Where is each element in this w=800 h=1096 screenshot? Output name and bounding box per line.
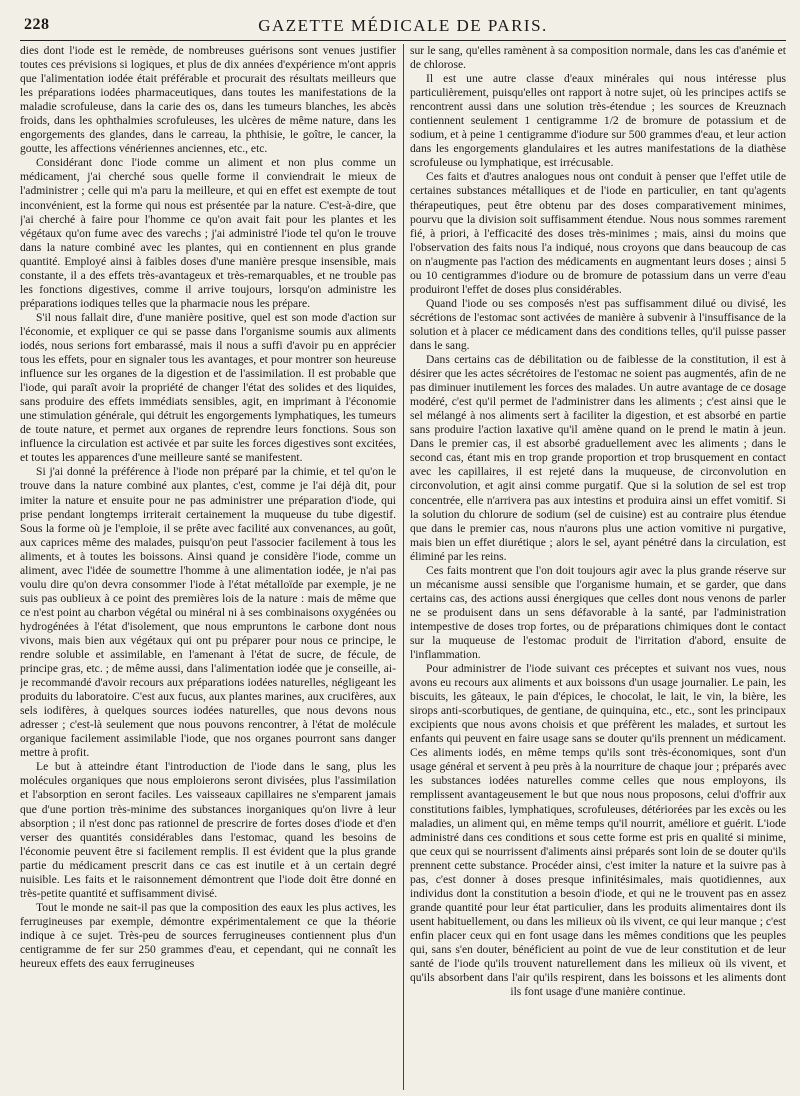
- paragraph: Pour administrer de l'iode suivant ces préceptes et suivant nos vues, nous avons eu recours aux aliments et aux boissons d'un usage journalier. Le pain, les biscuits, les gâteaux, le pain d'épices, le chocolat, le lait, le vin, la bière, les sirops anti-scorbutiques, de gentiane, de quinquina, etc., etc., sont les principaux excipients que nous avons choisis et que préfèrent les malades, et surtout les enfants qui peuvent en faire usage sans se douter qu'ils prennent un médicament. Ces aliments iodés, en même temps qu'ils sont très-économiques, sont d'un usage général et servent à peu près à la nourriture de chaque jour ; préparés avec les substances iodées naturelles comme celles que nous employons, ils remplissent avantageusement le but que nous nous proposons, celui d'offrir aux constitutions faibles, lymphatiques, scrofuleuses, détériorées par les excès ou les maladies, un aliment qui, en même temps qu'il nourrit, améliore et guérit. L'iode administré dans ces conditions et sous cette forme est pris en qualité si minime, que ceux qui se nourrissent d'aliments ainsi préparés sont loin de se douter qu'ils prennent cette substance. Procéder ainsi, c'est imiter la nature et la suivre pas à pas, c'est donner à doses presque infinitésimales, mais quotidiennes, aux individus dont la constitution a besoin d'iode, et qui ne le trouvent pas en assez grande quantité pour leur état particulier, dans les produits alimentaires dont ils usent habituellement, ou dans les milieux où ils vivent, ce qui leur manque ; c'est enfin placer ceux qui en font usage dans les mêmes conditions que les peuples qui, sans s'en douter, bénéficient au point de vue de leur constitution et de leur santé de l'iode qu'ils trouvent naturellement dans les milieux où ils vivent, et qu'ils absorbent dans l'air qu'ils respirent, dans les boissons et les aliments dont ils font usage d'une manière continue.: [410, 662, 786, 999]
- paragraph: Tout le monde ne sait-il pas que la composition des eaux les plus actives, les ferrugineuses par exemple, démontre expérimentalement ce que la théorie indique à ce sujet. Très-peu de sources ferrugineuses contiennent plus d'un centigramme de fer sur 250 grammes d'eau, et cependant, qui ne connaît les heureux effets des eaux ferrugineuses: [20, 900, 396, 971]
- paragraph: S'il nous fallait dire, d'une manière positive, quel est son mode d'action sur l'économie, et expliquer ce qui se passe dans l'organisme soumis aux aliments iodés, nous serions fort embarassé, mais il nous a suffi d'avoir pu en apprécier tous les effets, pour en signaler tous les avantages, et pour montrer son heureuse influence sur les organes de la digestion et de l'assimilation. Il est probable que l'iode, qui paraît avoir la propriété de changer l'état des solides et des liquides, sans produire des effets immédiats sensibles, agit, en imprimant à l'économie une stimulation générale, qui détruit les engorgements lymphatiques, les tumeurs de toute nature, et permet aux organes de reprendre leurs fonctions. Sous son influence la circulation est activée et par suite les forces digestives sont excitées, et toutes les apparences d'une meilleure santé se manifestent.: [20, 310, 396, 465]
- paragraph: Dans certains cas de débilitation ou de faiblesse de la constitution, il est à désirer que les actes sécrétoires de l'estomac ne soient pas augmentés, afin de ne pas diminuer inutilement les forces des malades. Un autre avantage de ce dosage modéré, c'est qu'il permet de l'administrer dans les aliments ; c'est ainsi que le sel mélangé à nos aliments sert à faciliter la digestion, et est absorbé en partie sans produire l'action laxative qu'il amène quand on le prend le matin à jeun. Dans le premier cas, il est absorbé graduellement avec les aliments ; dans le second cas, étant mis en trop grande proportion et trop brusquement en contact avec les capillaires, il est rejeté dans la muqueuse, de circonvolution en circonvolution, et agit ainsi comme purgatif. Que si la solution de sel est trop concentrée, elle n'arrivera pas aux intestins et produira ainsi un effet vomitif. Si la solution du chlorure de sodium (sel de cuisine) est au contraire plus étendue que dans le premier cas, nous n'aurons plus une action vomitive ni purgative, mais bien un effet diurétique ; alors le sel, ayant pénétré dans la circulation, est éliminé par les reins.: [410, 353, 786, 563]
- paragraph: dies dont l'iode est le remède, de nombreuses guérisons sont venues justifier toutes ces prévisions si logiques, et plus de dix années d'expérience m'ont appris que l'alimentation iodée était préférable et procurait des résultats meilleurs que les préparations iodées pharmaceutiques, dans toutes les manifestations de la maladie scrofuleuse, dans la carie des os, dans les tumeurs blanches, les abcès froids, dans les ophthalmies scrofuleuses, les ulcères de même nature, dans les engorgements des glandes, dans le carreau, la phthisie, le goître, le cancer, la goutte, les affections vénériennes anciennes, etc., etc.: [20, 44, 396, 156]
- paragraph: sur le sang, qu'elles ramènent à sa composition normale, dans les cas d'anémie et de chlorose.: [410, 44, 786, 72]
- page-number: 228: [24, 16, 50, 33]
- column-divider: [403, 44, 404, 1090]
- journal-title: GAZETTE MÉDICALE DE PARIS.: [258, 16, 548, 35]
- paragraph: Il est une autre classe d'eaux minérales qui nous intéresse plus particulièrement, puisqu'elles ont rapport à notre sujet, où les principes actifs se rencontrent aussi dans une solution très-étendue ; les sources de Kreuznach contiennent seulement 1 centigramme 1/2 de bromure de potassium et de sodium, et à peine 1 centigramme d'iodure sur 500 grammes d'eau, et leur action dans les engorgements glandulaires et les autres manifestations de la diathèse scrofuleuse ou lymphatique, est irrécusable.: [410, 72, 786, 170]
- right-column: [410, 44, 786, 1090]
- paragraph: Le but à atteindre étant l'introduction de l'iode dans le sang, plus les molécules organiques que nous emploierons seront divisées, plus l'assimilation et l'absorption en seront faciles. Les vaisseaux capillaires ne s'emparent jamais que d'une portion très-minime des substances inorganiques qu'on livre à leur absorption ; il n'est donc pas rationnel de prescrire de fortes doses d'iode et d'en verser des quantités considérables dans l'estomac, quand les besoins de l'économie peuvent être si facilement remplis. Il est évident que la plus grande partie du médicament prescrit dans ce cas est inutile et à un certain degré nuisible. Les faits et le raisonnement démontrent que l'iode doit être donné en très-petite quantité et suffisamment divisé.: [20, 760, 396, 900]
- paragraph: Si j'ai donné la préférence à l'iode non préparé par la chimie, et tel qu'on le trouve dans la nature combiné aux plantes, c'est, comme je l'ai déjà dit, pour imiter la nature et ensuite pour ne pas administrer une préparation d'iode, qui prise pendant longtemps irriterait certainement la muqueuse du tube digestif. Sous la forme où je l'emploie, il se prête avec facilité aux convenances, au goût, aux caprices même des malades, puisqu'on peut l'associer facilement à tous les aliments, et à toutes les boissons. Ainsi quand je considère l'iode, comme un aliment, avec l'idée de soumettre l'homme à une alimentation iodée, je n'ai pas voulu dire qu'on devra consommer l'iode à l'état métalloïde par exemple, je ne suis pas oublieux à ce point des premières lois de la nature : mais de même que ce n'est point au charbon végétal ou minéral ni à ses combinaisons oxygénées ou hydrogénées à l'état d'isolement, que nous empruntons le carbone dont nous vivons, mais bien aux végétaux qui ont pu préparer pour nous ce principe, le rendre soluble et assimilable, en l'amenant à l'état de sucre, de fécule, de principe gras, etc. ; de même aussi, dans l'alimentation iodée que je conseille, ai-je recommandé d'avoir recours aux préparations iodées naturelles, négligeant les produits du laboratoire. C'est aux fucus, aux plantes marines, aux crucifères, aux sels iodifères, à quelques sources iodées naturelles, que nous devons nous adresser ; c'est-là seulement que nous pouvons rencontrer, à l'état de molécule organique facilement assimilable l'iode, que nos organes pourront sans danger mettre à profit.: [20, 465, 396, 760]
- left-column: [20, 44, 396, 1090]
- article-columns: [20, 44, 786, 1090]
- paragraph: Quand l'iode ou ses composés n'est pas suffisamment dilué ou divisé, les sécrétions de l'estomac sont activées de manière à subvenir à l'insuffisance de la solution et à placer ce médicament dans des conditions telles, qu'il puisse passer dans le sang.: [410, 296, 786, 352]
- running-head: [20, 10, 786, 41]
- paragraph: Ces faits montrent que l'on doit toujours agir avec la plus grande réserve sur un mécanisme aussi sensible que l'organisme humain, et se garder, que dans certains cas, des actions aussi énergiques que celles dont nous venons de parler ne se produisent dans un sens défavorable à la santé, par l'administration intempestive de doses trop fortes, ou de préparations chimiques dont le contact sur la muqueuse de l'estomac produit de l'irritation d'abord, ensuite de l'inflammation.: [410, 563, 786, 662]
- paragraph: Ces faits et d'autres analogues nous ont conduit à penser que l'effet utile de certaines substances métalliques et de l'iode en particulier, en tant qu'agents thérapeutiques, peut être obtenu par des doses comparativement minimes, pourvu que la division soit suffisamment étendue. Nous nous sommes rarement fié, à priori, à l'efficacité des doses très-minimes ; mais, ainsi du moins que l'observation des faits nous l'a indiqué, nous croyons que dans beaucoup de cas on n'augmente pas l'action des médicaments en augmentant leurs doses ; ainsi 5 ou 10 centigrammes d'iodure ou de bromure de potassium dans un verre d'eau produiront l'effet de doses plus considérables.: [410, 170, 786, 296]
- paragraph: Considérant donc l'iode comme un aliment et non plus comme un médicament, j'ai cherché sous quelle forme il conviendrait le mieux de l'administrer ; celle qui m'a paru la meilleure, et qui en effet est exempte de tout inconvénient, est la forme qui nous est présentée par la nature. C'est-à-dire, que j'ai cherché à faire pour l'homme ce qu'on avait fait pour les plantes et les végétaux qu'on fume avec des varechs ; j'ai administré l'iode tel qu'on le trouve dans la nature combiné avec les plantes, qui en contiennent en plus grande quantité. Employé ainsi à faibles doses d'une manière presque insensible, mais constante, il a des effets très-avantageux et très-remarquables, et ne trouble pas les fonctions digestives, comme il arrive toujours, lorsqu'on administre les préparations iodiques telles que la pharmacie nous les prépare.: [20, 156, 396, 310]
